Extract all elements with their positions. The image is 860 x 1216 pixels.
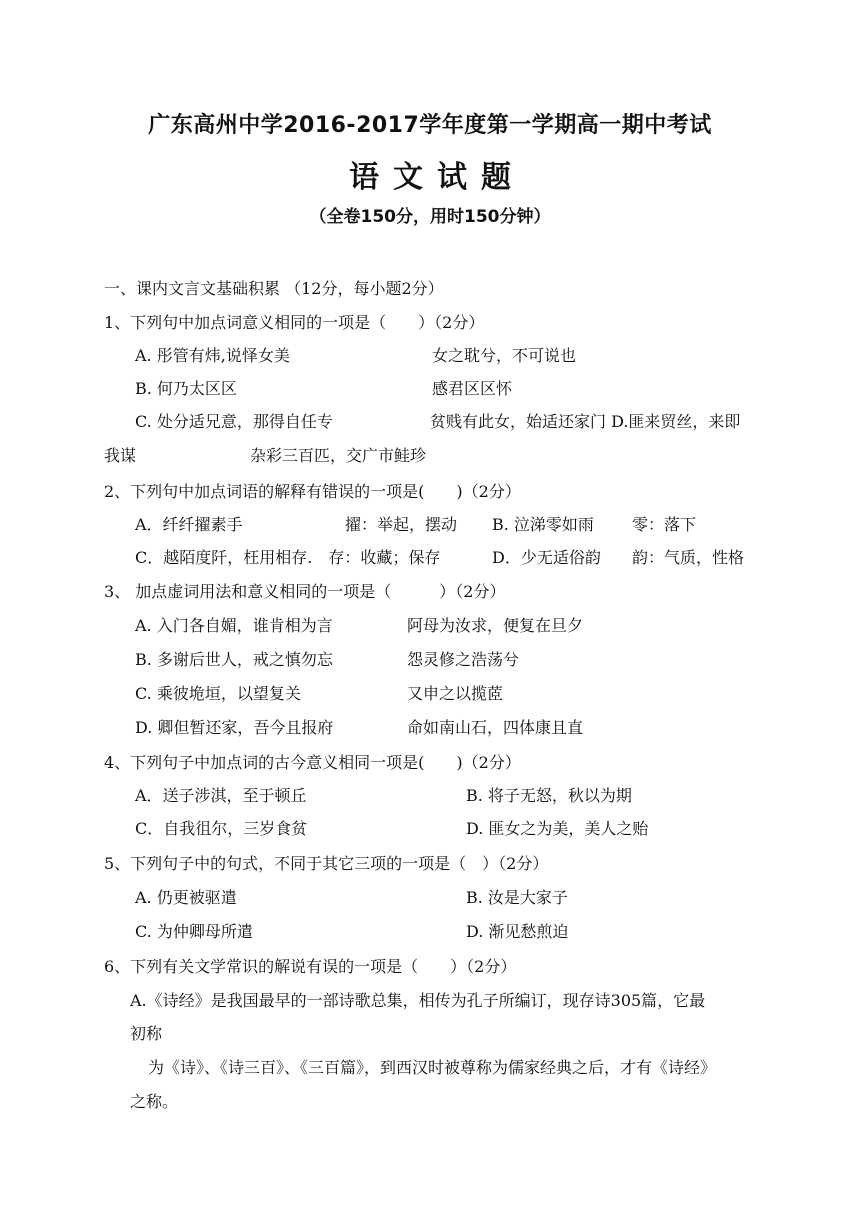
q2-option-a: A．纤纤擢素手 (135, 515, 243, 534)
q5-option-a: A. 仍更被驱遣 (135, 888, 237, 907)
q3-option-b-right: 怨灵修之浩荡兮 (407, 650, 520, 669)
q6-option-a-line4: 之称。 (130, 1092, 179, 1111)
q4-option-b: B. 将子无怒，秋以为期 (466, 786, 632, 805)
q3-option-b-left: B. 多谢后世人，戒之慎勿忘 (135, 650, 333, 669)
q1-option-c-right: 贫贱有此女，始适还家门 D.匪来贸丝，来即 (430, 412, 741, 431)
q2-option-d: D．少无适俗韵 (492, 548, 601, 567)
question-1-stem: 1、下列句中加点词意义相同的一项是（ ）（2分） (104, 313, 485, 332)
q1-option-d-right: 杂彩三百匹，交广市鲑珍 (250, 446, 427, 465)
q2-option-d-explain: 韵：气质，性格 (632, 548, 745, 567)
q5-option-b: B. 汝是大家子 (466, 888, 568, 907)
q2-option-b-explain: 零：落下 (632, 515, 697, 534)
q3-option-a-left: A. 入门各自媚，谁肯相为言 (135, 616, 333, 635)
q1-option-b-left: B. 何乃太区区 (135, 379, 237, 398)
q2-option-b: B. 泣涕零如雨 (492, 515, 594, 534)
q2-option-c: C．越陌度阡，枉用相存. 存：收藏；保存 (135, 548, 441, 567)
q1-option-b-right: 感君区区怀 (432, 379, 513, 398)
q3-option-d-left: D. 卿但暂还家，吾今且报府 (135, 718, 334, 737)
exam-note: （全卷150分，用时150分钟） (309, 207, 551, 227)
q4-option-c: C．自我徂尔，三岁食贫 (135, 819, 308, 838)
question-2-stem: 2、下列句中加点词语的解释有错误的一项是( )（2分） (104, 482, 521, 501)
q6-option-a-line2: 初称 (130, 1024, 163, 1043)
q3-option-d-right: 命如南山石，四体康且直 (407, 718, 584, 737)
q5-option-c: C. 为仲卿母所遣 (135, 922, 253, 941)
subject-title: 语文试题 (349, 160, 525, 195)
q1-option-a-right: 女之耽兮，不可说也 (432, 346, 577, 365)
q6-option-a-line3: 为《诗》、《诗三百》、《三百篇》，到西汉时被尊称为儒家经典之后，才有《诗经》 (148, 1058, 717, 1077)
q3-option-c-left: C. 乘彼垝垣，以望复关 (135, 684, 301, 703)
question-4-stem: 4、下列句子中加点词的古今意义相同一项是( )（2分） (104, 753, 521, 772)
q2-option-a-explain: 擢：举起，摆动 (345, 515, 458, 534)
q4-option-a: A．送子涉淇，至于顿丘 (135, 786, 307, 805)
question-6-stem: 6、下列有关文学常识的解说有误的一项是（ ）（2分） (104, 957, 517, 976)
q6-option-a-line1: A.《诗经》是我国最早的一部诗歌总集，相传为孔子所编订，现存诗305篇，它最 (130, 991, 706, 1010)
question-3-stem: 3、 加点虚词用法和意义相同的一项是（ ）（2分） (104, 582, 506, 601)
q1-option-a-left: A. 彤管有炜,说怿女美 (135, 346, 290, 365)
q3-option-c-right: 又申之以揽茝 (407, 684, 504, 703)
section-heading: 一、课内文言文基础积累 （12分，每小题2分） (104, 279, 444, 298)
q4-option-d: D. 匪女之为美，美人之贻 (466, 819, 649, 838)
question-5-stem: 5、下列句子中的句式，不同于其它三项的一项是（ ）（2分） (104, 854, 549, 873)
exam-title: 广东高州中学2016-2017学年度第一学期高一期中考试 (148, 113, 712, 138)
q5-option-d: D. 渐见愁煎迫 (466, 922, 569, 941)
q1-option-c-left: C. 处分适兄意，那得自任专 (135, 412, 333, 431)
q3-option-a-right: 阿母为汝求，便复在旦夕 (407, 616, 584, 635)
q1-option-d-left: 我谋 (104, 446, 137, 465)
